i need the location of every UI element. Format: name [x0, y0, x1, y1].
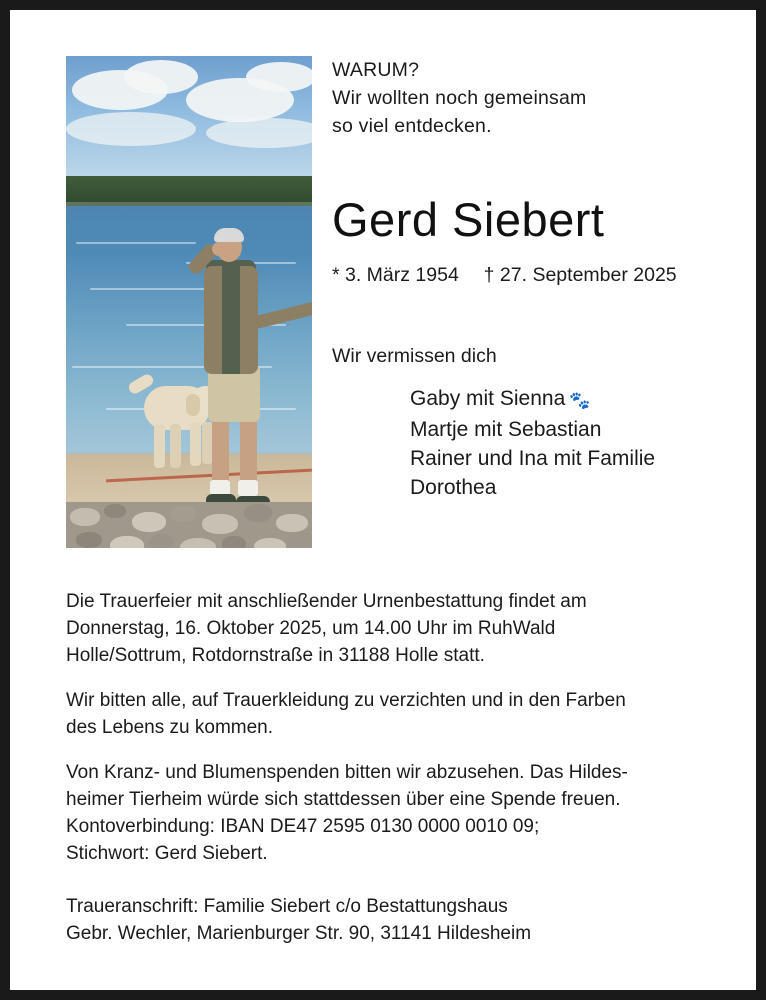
detail-line: des Lebens zu kommen.: [66, 717, 274, 738]
stone: [254, 538, 286, 548]
dog-leg: [154, 424, 165, 468]
detail-line: Die Trauerfeier mit anschließender Urnenbestattung findet am: [66, 591, 587, 612]
details-section: [66, 588, 700, 947]
paw-icon: 🐾: [569, 391, 591, 410]
stone: [132, 512, 166, 532]
stone: [76, 532, 102, 548]
person-leg: [240, 420, 257, 486]
upper-section: [66, 56, 700, 548]
family-member: Martje mit Sebastian: [410, 418, 602, 441]
birth-date: * 3. März 1954: [332, 264, 459, 286]
detail-line: Gebr. Wechler, Marienburger Str. 90, 31141 Hildesheim: [66, 923, 532, 944]
intro-line: Wir wollten noch gemeinsam: [332, 87, 587, 109]
condolence-address: [66, 893, 700, 947]
dog-ear: [186, 394, 200, 416]
person-shorts: [208, 366, 260, 422]
deceased-name: Gerd Siebert: [332, 193, 605, 246]
dog-leg: [170, 424, 181, 468]
family-member: Dorothea: [410, 476, 497, 499]
stone: [110, 536, 144, 548]
person-hair: [214, 228, 244, 242]
stone: [70, 508, 100, 526]
stone: [180, 538, 216, 548]
memorial-photo: [66, 56, 312, 548]
person-sock: [238, 480, 258, 496]
family-member: Rainer und Ina mit Familie: [410, 447, 656, 470]
detail-line: heimer Tierheim würde sich stattdessen über eine Spende freuen.: [66, 789, 621, 810]
intro-line: WARUM?: [332, 59, 420, 81]
wave-line: [76, 242, 196, 244]
cloud-shape: [246, 62, 312, 92]
detail-line: Von Kranz- und Blumenspenden bitten wir abzusehen. Das Hildes-: [66, 762, 628, 783]
intro-line: so viel entdecken.: [332, 115, 492, 137]
obituary-card: [10, 10, 756, 990]
photo-stones: [66, 502, 312, 548]
mourning-line: Wir vermissen dich: [332, 345, 497, 367]
stone: [150, 534, 174, 548]
stone: [202, 514, 238, 534]
family-list: [332, 384, 700, 502]
donation-note: [66, 759, 700, 867]
header-text-column: [312, 56, 700, 502]
detail-line: Wir bitten alle, auf Trauerkleidung zu verzichten und in den Farben: [66, 690, 626, 711]
dog-leg: [190, 422, 201, 466]
family-member: [410, 384, 700, 415]
detail-line: Holle/Sottrum, Rotdornstraße in 31188 Holle statt.: [66, 645, 485, 666]
detail-line: Kontoverbindung: IBAN DE47 2595 0130 0000 0010 09;: [66, 816, 540, 837]
stone: [170, 506, 196, 522]
funeral-details: [66, 588, 700, 669]
family-member-name: Gaby mit Sienna: [410, 387, 566, 410]
stone: [222, 536, 246, 548]
cloud-shape: [66, 112, 196, 146]
detail-line: Traueranschrift: Familie Siebert c/o Bestattungshaus: [66, 896, 508, 917]
stone: [244, 504, 272, 522]
stone: [288, 532, 312, 548]
detail-line: Donnerstag, 16. Oktober 2025, um 14.00 Uhr im RuhWald: [66, 618, 556, 639]
death-date: † 27. September 2025: [483, 264, 677, 286]
person-shirt-front: [222, 266, 240, 374]
stone: [104, 504, 126, 518]
cloud-shape: [124, 60, 198, 94]
dress-code-note: [66, 687, 700, 741]
stone: [276, 514, 308, 532]
detail-line: Stichwort: Gerd Siebert.: [66, 843, 268, 864]
life-dates: [332, 264, 700, 287]
person-leg: [212, 420, 229, 486]
intro-text: [332, 56, 700, 140]
